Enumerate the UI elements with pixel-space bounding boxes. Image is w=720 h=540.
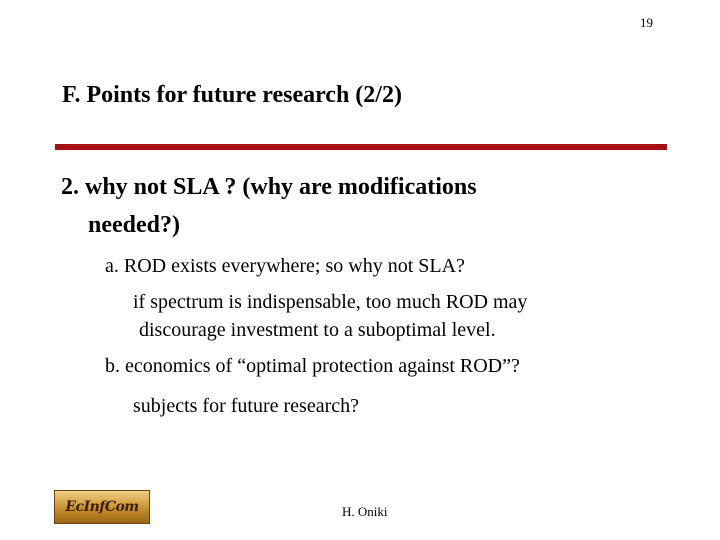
main-point [61,168,477,244]
footer-author: H. Oniki [342,504,388,519]
ecinfcom-logo [54,490,150,524]
slide-title: F. Points for future research (2/2) [62,82,402,108]
item-a-line: a. ROD exists everywhere; so why not SLA? [105,255,465,277]
title-rule [55,144,667,150]
item-a-detail-line-1: if spectrum is indispensable, too much ROD may [133,291,528,313]
main-point-line-2: needed?) [88,212,180,238]
item-b-line: b. economics of “optimal protection against ROD”? [105,355,520,377]
closing-question: subjects for future research? [133,395,359,417]
page-number: 19 [640,15,653,30]
item-a-detail-line-2: discourage investment to a suboptimal level. [139,319,496,341]
logo-text: EcInfCom [65,499,139,515]
main-point-line-1: 2. why not SLA ? (why are modifications [61,174,477,200]
